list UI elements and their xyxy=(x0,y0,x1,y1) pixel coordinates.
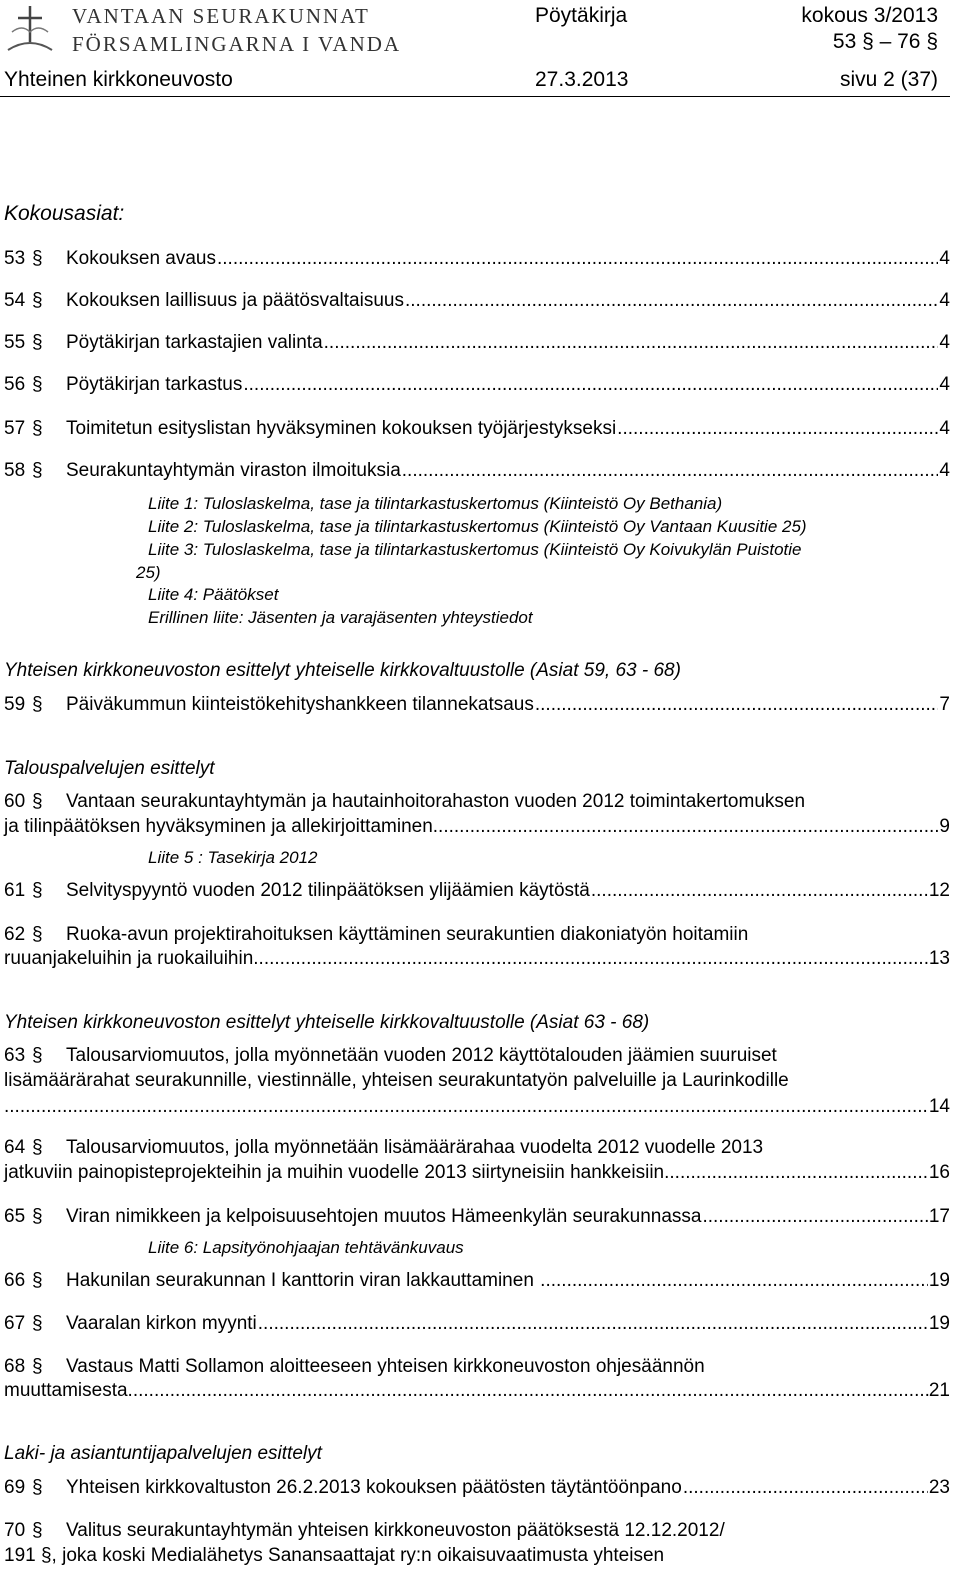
org-name-finnish: VANTAAN SEURAKUNNAT xyxy=(72,4,370,28)
attachment-link[interactable]: Liite 1: Tuloslaskelma, tase ja tilintarkastuskertomus (Kiinteistö Oy Bethania) xyxy=(148,494,723,513)
toc-entry-continuation[interactable] xyxy=(4,1380,950,1402)
entry-number: 60 xyxy=(4,791,26,812)
council-name: Yhteinen kirkkoneuvosto xyxy=(4,68,233,91)
meeting-date: 27.3.2013 xyxy=(535,68,629,91)
dot-leader xyxy=(243,374,938,396)
toc-entry[interactable] xyxy=(4,1477,950,1499)
entry-title: Kokouksen laillisuus ja päätösvaltaisuus xyxy=(66,290,404,311)
org-name-swedish: FÖRSAMLINGARNA I VANDA xyxy=(72,32,402,56)
entry-title: Valitus seurakuntayhtymän yhteisen kirkkoneuvoston päätöksestä 12.12.2012/ xyxy=(66,1520,725,1541)
toc-entry[interactable] xyxy=(4,332,950,354)
dot-leader xyxy=(683,1477,928,1499)
entry-title: Ruoka-avun projektirahoituksen käyttäminen seurakuntien diakoniatyön hoitamiin xyxy=(66,924,749,945)
dot-leader xyxy=(253,948,929,970)
toc-entry[interactable] xyxy=(4,1206,950,1228)
toc-entry-continuation[interactable] xyxy=(4,1162,950,1184)
entry-number: 57 xyxy=(4,418,26,439)
dot-leader xyxy=(258,1313,928,1335)
entry-title: Yhteisen kirkkovaltuston 26.2.2013 kokouksen päätösten täytäntöönpano xyxy=(66,1477,682,1498)
section-title: Kokousasiat: xyxy=(4,202,125,225)
dot-leader xyxy=(402,460,939,482)
page-header xyxy=(0,0,960,102)
toc-entry[interactable] xyxy=(4,418,950,440)
paragraph-sign: § xyxy=(32,1313,43,1334)
entry-page: 9 xyxy=(939,816,950,837)
entry-title: Talousarviomuutos, jolla myönnetään lisämäärärahaa vuodelta 2012 vuodelle 2013 xyxy=(66,1137,764,1158)
entry-page: 17 xyxy=(928,1206,950,1227)
entry-title: Talousarviomuutos, jolla myönnetään vuoden 2012 käyttötalouden jäämien suuruiset xyxy=(66,1045,777,1066)
entry-page: 13 xyxy=(928,948,950,969)
entry-title: ruuanjakeluihin ja ruokailuihin xyxy=(4,948,254,969)
entry-number: 59 xyxy=(4,694,26,715)
section-title: Yhteisen kirkkoneuvoston esittelyt yhteiselle kirkkovaltuustolle (Asiat 59, 63 - 68) xyxy=(4,660,681,681)
section-title: Laki- ja asiantuntijapalvelujen esittelyt xyxy=(4,1443,322,1464)
toc-entry[interactable] xyxy=(4,924,950,946)
toc-entry-continuation[interactable] xyxy=(4,1096,950,1118)
entry-page: 14 xyxy=(928,1096,950,1117)
entry-number: 61 xyxy=(4,880,26,901)
paragraph-sign: § xyxy=(32,418,43,439)
entry-number: 58 xyxy=(4,460,26,481)
toc-entry[interactable] xyxy=(4,1520,950,1542)
dot-leader xyxy=(702,1206,927,1228)
entry-page: 23 xyxy=(928,1477,950,1498)
dot-leader xyxy=(128,1380,929,1402)
attachment-link[interactable]: Liite 5 : Tasekirja 2012 xyxy=(148,848,318,867)
entry-number: 56 xyxy=(4,374,26,395)
entry-title: Selvityspyyntö vuoden 2012 tilinpäätöksen ylijäämien käytöstä xyxy=(66,880,590,901)
entry-number: 67 xyxy=(4,1313,26,1334)
entry-title: Hakunilan seurakunnan I kanttorin viran lakkauttaminen xyxy=(66,1270,540,1291)
entry-title: Pöytäkirjan tarkastus xyxy=(66,374,243,395)
dot-leader xyxy=(217,248,938,270)
toc-entry[interactable] xyxy=(4,248,950,270)
attachment-link[interactable]: Liite 3: Tuloslaskelma, tase ja tilintarkastuskertomus (Kiinteistö Oy Koivukylän Puistotie xyxy=(148,540,802,559)
paragraph-sign: § xyxy=(32,1520,43,1541)
dot-leader xyxy=(617,418,938,440)
toc-entry-continuation[interactable] xyxy=(4,948,950,970)
paragraph-range: 53 § – 76 § xyxy=(832,30,938,53)
paragraph-sign: § xyxy=(32,290,43,311)
entry-title: Viran nimikkeen ja kelpoisuusehtojen muutos Hämeenkylän seurakunnassa xyxy=(66,1206,702,1227)
paragraph-sign: § xyxy=(32,880,43,901)
entry-title: Vastaus Matti Sollamon aloitteeseen yhteisen kirkkoneuvoston ohjesäännön xyxy=(66,1356,705,1377)
toc-entry[interactable] xyxy=(4,460,950,482)
dot-leader xyxy=(540,1270,928,1292)
header-divider xyxy=(0,96,950,97)
entry-page: 4 xyxy=(939,374,950,395)
entry-page: 19 xyxy=(928,1313,950,1334)
attachment-link[interactable]: Erillinen liite: Jäsenten ja varajäsenten yhteystiedot xyxy=(148,608,533,627)
entry-page: 4 xyxy=(939,418,950,439)
paragraph-sign: § xyxy=(32,374,43,395)
entry-title: jatkuviin painopisteprojekteihin ja muihin vuodelle 2013 siirtyneisiin hankkeisiin xyxy=(4,1162,665,1183)
entry-title: Kokouksen avaus xyxy=(66,248,216,269)
toc-entry-continuation: lisämäärärahat seurakunnille, viestinnälle, yhteisen seurakuntatyön palveluille ja Laurinkodille xyxy=(4,1070,789,1091)
toc-entry-continuation: 191 §, joka koski Medialähetys Sanansaattajat ry:n oikaisuvaatimusta yhteisen xyxy=(4,1545,665,1566)
entry-number: 54 xyxy=(4,290,26,311)
paragraph-sign: § xyxy=(32,1137,43,1158)
paragraph-sign: § xyxy=(32,460,43,481)
toc-entry[interactable] xyxy=(4,374,950,396)
dot-leader xyxy=(664,1162,929,1184)
entry-number: 70 xyxy=(4,1520,26,1541)
dot-leader xyxy=(324,332,939,354)
entry-number: 66 xyxy=(4,1270,26,1291)
entry-page: 4 xyxy=(939,460,950,481)
toc-entry[interactable] xyxy=(4,880,950,902)
entry-number: 63 xyxy=(4,1045,26,1066)
attachment-link[interactable]: Liite 4: Päätökset xyxy=(148,585,279,604)
entry-number: 64 xyxy=(4,1137,26,1158)
paragraph-sign: § xyxy=(32,248,43,269)
paragraph-sign: § xyxy=(32,1270,43,1291)
toc-entry[interactable] xyxy=(4,1356,950,1378)
page-number: sivu 2 (37) xyxy=(839,68,938,91)
entry-page: 12 xyxy=(928,880,950,901)
entry-page: 16 xyxy=(928,1162,950,1183)
paragraph-sign: § xyxy=(32,924,43,945)
attachment-link-continuation[interactable]: 25) xyxy=(136,563,161,582)
toc-entry[interactable] xyxy=(4,1313,950,1335)
entry-page: 4 xyxy=(939,332,950,353)
entry-number: 55 xyxy=(4,332,26,353)
entry-number: 69 xyxy=(4,1477,26,1498)
toc-entry[interactable] xyxy=(4,1137,950,1159)
entry-title: muuttamisesta xyxy=(4,1380,128,1401)
section-title: Talouspalvelujen esittelyt xyxy=(4,758,215,779)
toc-entry[interactable] xyxy=(4,694,950,716)
document-type: Pöytäkirja xyxy=(535,4,628,27)
entry-number: 62 xyxy=(4,924,26,945)
entry-title: Vantaan seurakuntayhtymän ja hautainhoitorahaston vuoden 2012 toimintakertomuksen xyxy=(66,791,806,812)
toc-entry[interactable] xyxy=(4,290,950,312)
entry-title: Päiväkummun kiinteistökehityshankkeen tilannekatsaus xyxy=(66,694,534,715)
paragraph-sign: § xyxy=(32,791,43,812)
entry-page: 4 xyxy=(939,290,950,311)
toc-entry-continuation[interactable] xyxy=(4,816,950,838)
entry-title: Vaaralan kirkon myynti xyxy=(66,1313,257,1334)
entry-number: 68 xyxy=(4,1356,26,1377)
dot-leader xyxy=(4,1096,929,1118)
entry-title: Pöytäkirjan tarkastajien valinta xyxy=(66,332,323,353)
entry-page: 21 xyxy=(928,1380,950,1401)
entry-page: 19 xyxy=(928,1270,950,1291)
paragraph-sign: § xyxy=(32,1045,43,1066)
entry-page: 4 xyxy=(939,248,950,269)
entry-title: Toimitetun esityslistan hyväksyminen kokouksen työjärjestykseksi xyxy=(66,418,617,439)
paragraph-sign: § xyxy=(32,694,43,715)
meeting-number: kokous 3/2013 xyxy=(801,4,938,27)
dot-leader xyxy=(433,816,940,838)
church-logo-icon xyxy=(2,2,58,54)
entry-number: 53 xyxy=(4,248,26,269)
paragraph-sign: § xyxy=(32,1206,43,1227)
entry-title: ja tilinpäätöksen hyväksyminen ja allekirjoittaminen xyxy=(4,816,433,837)
dot-leader xyxy=(405,290,938,312)
entry-page: 7 xyxy=(939,694,950,715)
entry-title: Seurakuntayhtymän viraston ilmoituksia xyxy=(66,460,401,481)
toc-entry[interactable] xyxy=(4,1270,950,1292)
dot-leader xyxy=(535,694,939,716)
entry-number: 65 xyxy=(4,1206,26,1227)
paragraph-sign: § xyxy=(32,1477,43,1498)
paragraph-sign: § xyxy=(32,1356,43,1377)
paragraph-sign: § xyxy=(32,332,43,353)
toc-entry[interactable] xyxy=(4,1045,950,1067)
section-title: Yhteisen kirkkoneuvoston esittelyt yhteiselle kirkkovaltuustolle (Asiat 63 - 68) xyxy=(4,1012,650,1033)
toc-entry[interactable] xyxy=(4,791,950,813)
attachment-link[interactable]: Liite 2: Tuloslaskelma, tase ja tilintarkastuskertomus (Kiinteistö Oy Vantaan Kuusitie 25) xyxy=(148,517,807,536)
dot-leader xyxy=(591,880,928,902)
attachment-link[interactable]: Liite 6: Lapsityönohjaajan tehtävänkuvaus xyxy=(148,1238,464,1257)
